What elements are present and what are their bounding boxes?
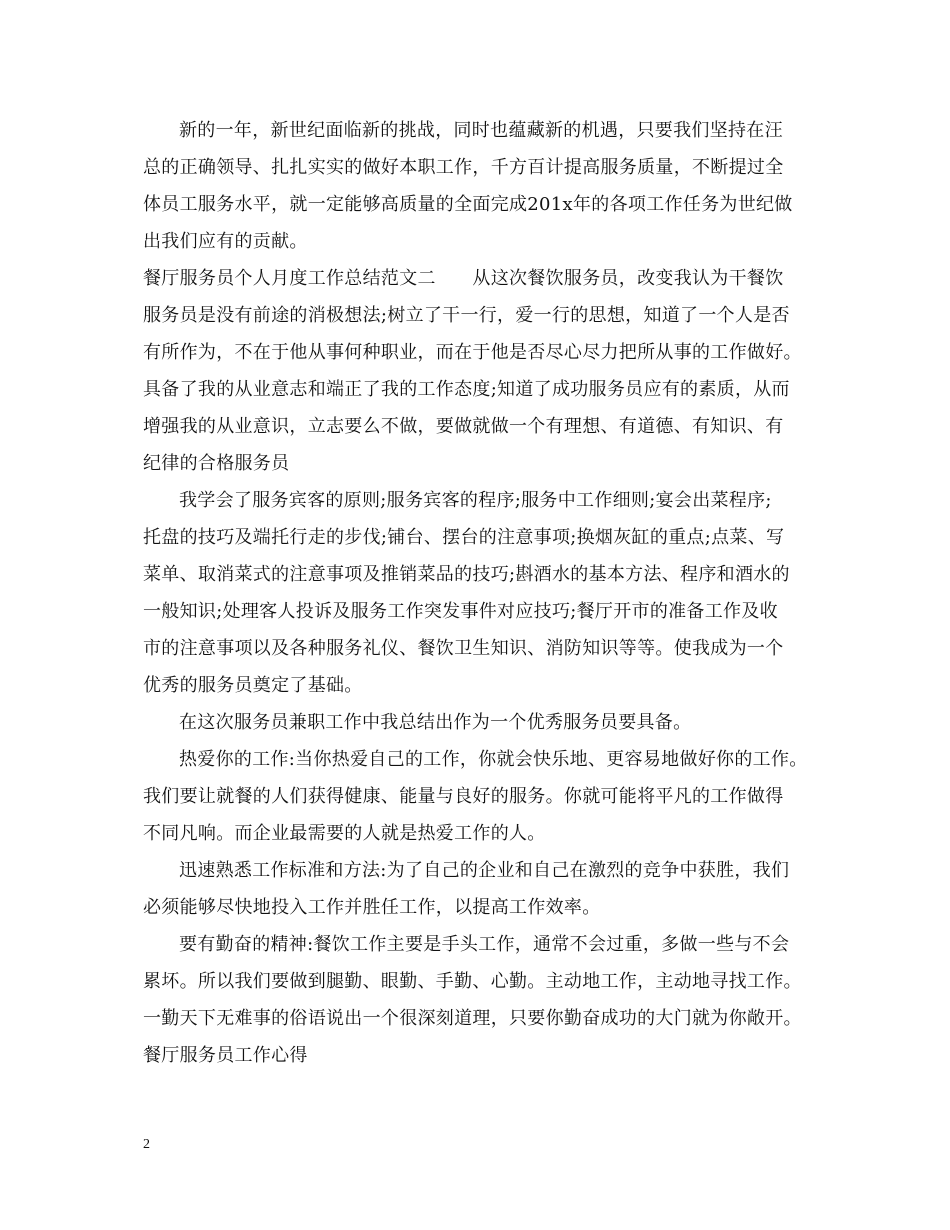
text-line: 不同凡响。而企业最需要的人就是热爱工作的人。 [143, 823, 546, 844]
text-line: 纪律的合格服务员 [143, 453, 290, 474]
text-line: 我们要让就餐的人们获得健康、能量与良好的服务。你就可能将平凡的工作做得 [143, 786, 784, 807]
text-line: 一般知识;处理客人投诉及服务工作突发事件对应技巧;餐厅开市的准备工作及收 [143, 601, 778, 622]
text-line: 市的注意事项以及各种服务礼仪、餐饮卫生知识、消防知识等等。使我成为一个 [143, 638, 784, 659]
text-line: 增强我的从业意识，立志要么不做，要做就做一个有理想、有道德、有知识、有 [143, 416, 784, 437]
text-line: 热爱你的工作:当你热爱自己的工作，你就会快乐地、更容易地做好你的工作。 [179, 749, 808, 770]
section-heading-line: 餐厅服务员工作心得 [143, 1045, 308, 1066]
text-line: 我学会了服务宾客的原则;服务宾客的程序;服务中工作细则;宴会出菜程序; [179, 490, 772, 511]
text-line: 有所作为，不在于他从事何种职业，而在于他是否尽心尽力把所从事的工作做好。 [143, 342, 802, 363]
text-line: 迅速熟悉工作标准和方法:为了自己的企业和自己在激烈的竞争中获胜，我们 [179, 860, 790, 881]
text-line: 体员工服务水平，就一定能够高质量的全面完成201x年的各项工作任务为世纪做 [143, 194, 793, 215]
text-line: 具备了我的从业意志和端正了我的工作态度;知道了成功服务员应有的素质，从而 [143, 379, 790, 400]
text-line: 托盘的技巧及端托行走的步伐;铺台、摆台的注意事项;换烟灰缸的重点;点菜、写 [143, 527, 785, 548]
text-line: 出我们应有的贡献。 [143, 231, 308, 252]
text-line: 必须能够尽快地投入工作并胜任工作，以提高工作效率。 [143, 897, 601, 918]
text-line: 新的一年，新世纪面临新的挑战，同时也蕴藏新的机遇，只要我们坚持在汪 [179, 120, 783, 141]
page-number: 2 [143, 1137, 150, 1152]
text-line: 服务员是没有前途的消极想法;树立了干一行，爱一行的思想，知道了一个人是否 [143, 305, 790, 326]
text-line: 一勤天下无难事的俗语说出一个很深刻道理，只要你勤奋成功的大门就为你敞开。 [143, 1008, 802, 1029]
text-line: 菜单、取消菜式的注意事项及推销菜品的技巧;斟酒水的基本方法、程序和酒水的 [143, 564, 790, 585]
text-line: 要有勤奋的精神:餐饮工作主要是手头工作，通常不会过重，多做一些与不会 [179, 934, 790, 955]
text-line: 优秀的服务员奠定了基础。 [143, 675, 363, 696]
text-line: 在这次服务员兼职工作中我总结出作为一个优秀服务员要具备。 [179, 712, 692, 733]
text-line: 累坏。所以我们要做到腿勤、眼勤、手勤、心勤。主动地工作，主动地寻找工作。 [143, 971, 802, 992]
section-heading-line: 餐厅服务员个人月度工作总结范文二 从这次餐饮服务员，改变我认为干餐饮 [143, 268, 784, 289]
text-line: 总的正确领导、扎扎实实的做好本职工作，千方百计提高服务质量，不断提过全 [143, 157, 784, 178]
